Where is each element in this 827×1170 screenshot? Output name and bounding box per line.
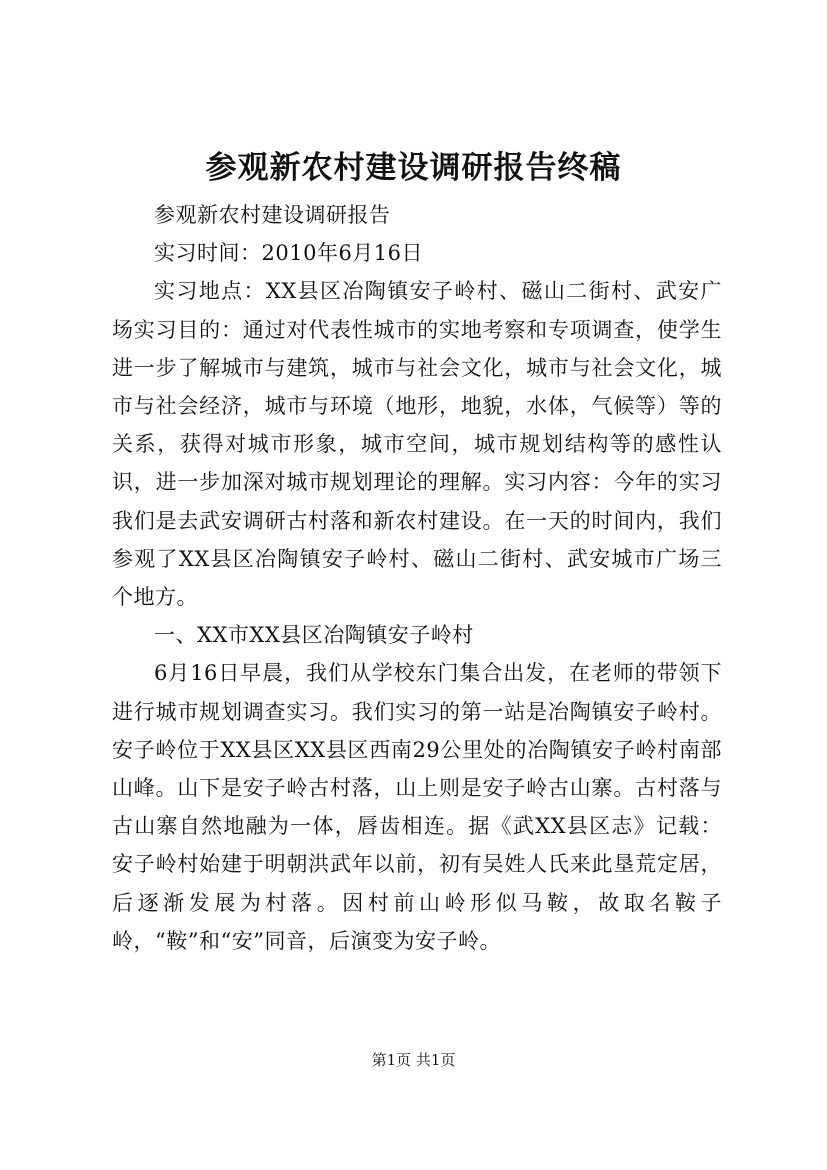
paragraph-time: 实习时间：2010年6月16日 <box>154 241 424 266</box>
section-heading: 一、XX市XX县区冶陶镇安子岭村 <box>154 623 474 648</box>
paragraph-subtitle: 参观新农村建设调研报告 <box>154 203 391 227</box>
document-body <box>112 196 722 960</box>
document-title: 参观新农村建设调研报告终稿 <box>205 150 622 186</box>
page-footer: 第1页 共1页 <box>371 1051 456 1069</box>
paragraph-location-purpose: 实习地点：XX县区冶陶镇安子岭村、磁山二街村、武安广场实习目的：通过对代表性城市的实地考察和专项调查，使学生进一步了解城市与建筑，城市与社会文化，城市与社会文化，城市与社会经济，城市与环境（地形，地貌，水体，气候等）等的关系，获得对城市形象，城市空间，城市规划结构等的感性认识，进一步加深对城市规划理论的理解。实习内容：今年的实习我们是去武安调研古村落和新农村建设。在一天的时间内，我们参观了XX县区冶陶镇安子岭村、磁山二街村、武安城市广场三个地方。 <box>112 279 722 610</box>
paragraph-visit: 6月16日早晨，我们从学校东门集合出发，在老师的带领下进行城市规划调查实习。我们实习的第一站是冶陶镇安子岭村。安子岭位于XX县区XX县区西南29公里处的冶陶镇安子岭村南部山峰。山下是安子岭古村落，山上则是安子岭古山寨。古村落与古山寨自然地融为一体，唇齿相连。据《武XX县区志》记载：安子岭村始建于明朝洪武年以前，初有吴姓人氏来此垦荒定居，后逐渐发展为村落。因村前山岭形似马鞍，故取名鞍子岭，“鞍”和“安”同音，后演变为安子岭。 <box>112 661 722 953</box>
